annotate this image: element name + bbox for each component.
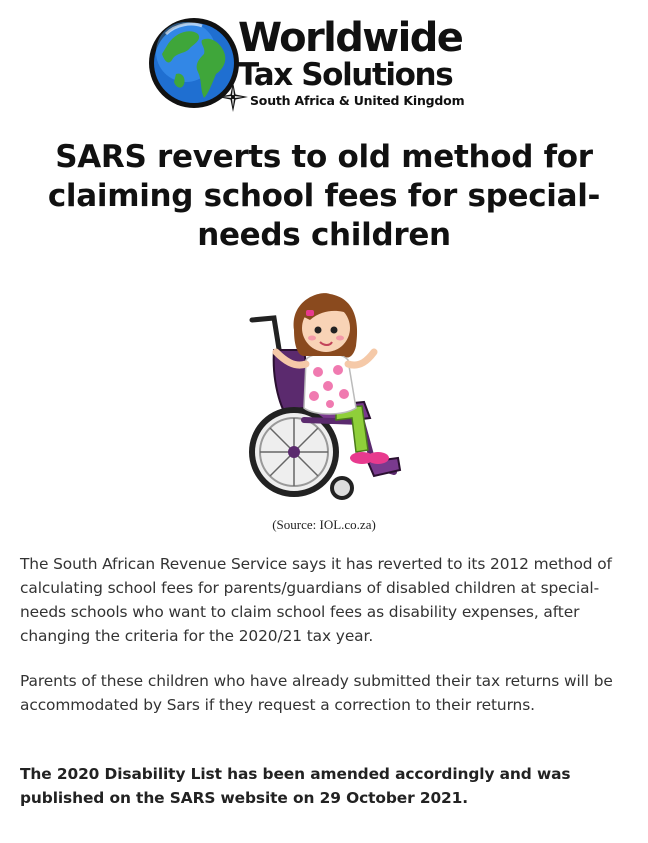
article-paragraph-3: The 2020 Disability List has been amended accordingly and was published on the SARS website on 29 October 2021.: [20, 765, 571, 807]
brand-name-line2: Tax Solutions: [238, 57, 453, 93]
girl-in-wheelchair-icon: [244, 290, 410, 506]
brand-name-line1: Worldwide: [238, 15, 463, 61]
image-caption: (Source: IOL.co.za): [272, 517, 376, 532]
article-paragraph-2: Parents of these children who have already submitted their tax returns will be accommodated by Sars if they request a correction to their returns.: [20, 672, 613, 714]
article-paragraph-1: The South African Revenue Service says it has reverted to its 2012 method of calculating school fees for parents/guardians of disabled children at special-needs schools who want to claim school fees as disability expenses, after changing the criteria for the 2020/21 tax year.: [20, 555, 612, 645]
article-headline: SARS reverts to old method for claiming school fees for special-needs children: [47, 139, 601, 253]
brand-tagline: South Africa & United Kingdom: [250, 93, 465, 108]
